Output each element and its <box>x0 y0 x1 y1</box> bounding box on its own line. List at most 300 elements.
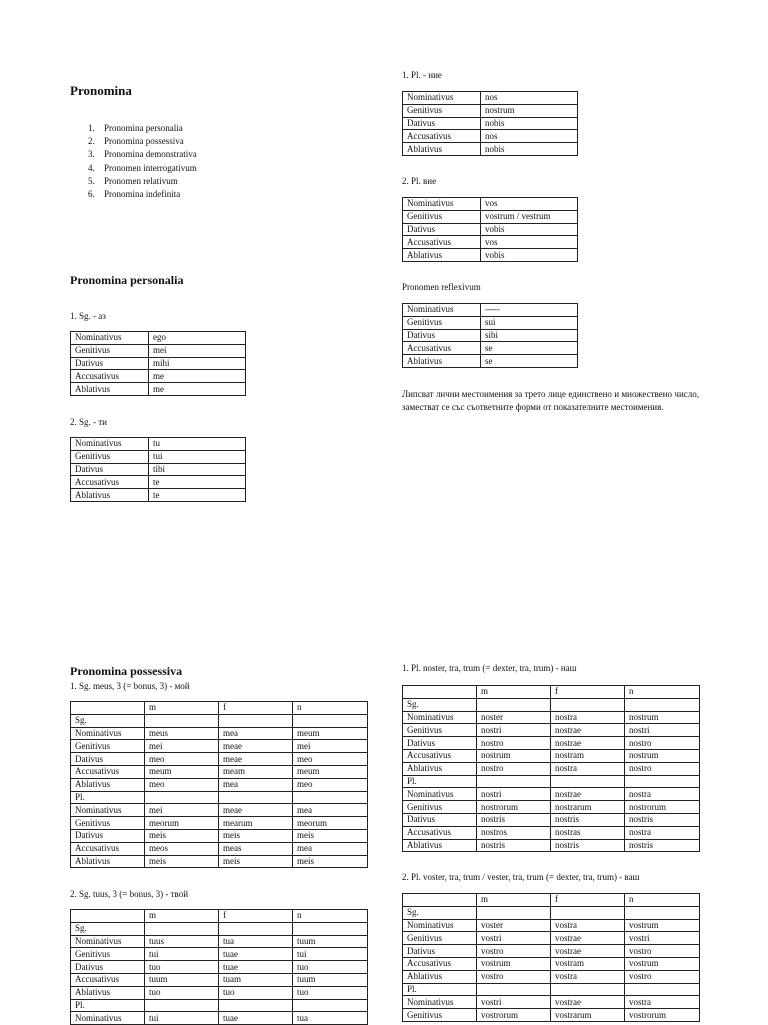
table-cell <box>551 775 625 788</box>
table-cell <box>625 983 700 996</box>
table-personal-sg2 <box>70 437 246 502</box>
table-row <box>403 355 578 368</box>
table-cell: nostra <box>625 826 700 839</box>
table-cell: nos <box>481 130 578 143</box>
table-row <box>403 249 578 262</box>
table-cell <box>71 910 145 923</box>
table-reflexivum <box>402 303 578 368</box>
toc-item-label: Pronomina demonstrativa <box>104 149 197 160</box>
toc-item-label: Pronomina indefinita <box>104 189 181 200</box>
table-cell: Genitivus <box>403 932 477 945</box>
table-cell: tuo <box>219 986 293 999</box>
table-cell: nostri <box>477 724 551 737</box>
table-cell: vostrum / vestrum <box>481 210 578 223</box>
table-row <box>403 957 700 970</box>
toc-item-number: 5. <box>88 175 95 186</box>
table-row <box>71 727 368 740</box>
table-row <box>71 791 368 804</box>
table-row <box>71 370 246 383</box>
table-possessive-voster <box>402 893 700 1022</box>
table-cell: vostrorum <box>625 1009 700 1022</box>
table-row <box>403 329 578 342</box>
table-cell: ----- <box>481 304 578 317</box>
table-cell: Genitivus <box>403 316 481 329</box>
table-cell <box>477 775 551 788</box>
table-row <box>71 714 368 727</box>
table-cell: Genitivus <box>403 210 481 223</box>
toc-item-number: 1. <box>88 123 95 133</box>
table-cell: Genitivus <box>403 1009 477 1022</box>
table-cell: vostro <box>477 970 551 983</box>
table-cell: n <box>625 894 700 907</box>
table-cell: mea <box>219 778 293 791</box>
table-cell: nostro <box>625 737 700 750</box>
table-cell: Ablativus <box>71 986 145 999</box>
table-row <box>71 986 368 999</box>
table-cell: tuum <box>293 973 368 986</box>
table-row <box>403 342 578 355</box>
table-cell: tuam <box>219 973 293 986</box>
table-header-row <box>71 702 368 715</box>
table-cell: meis <box>145 855 219 868</box>
table-cell: Genitivus <box>403 724 477 737</box>
table-cell: Ablativus <box>71 383 149 396</box>
table-row <box>403 737 700 750</box>
table-cell: meas <box>219 842 293 855</box>
table-cell: f <box>219 702 293 715</box>
table-cell: nostrum <box>625 749 700 762</box>
table-cell: meum <box>293 727 368 740</box>
table-cell: Nominativus <box>403 304 481 317</box>
table-row <box>71 344 246 357</box>
table-cell: Accusativus <box>71 370 149 383</box>
caption-tuus: 2. Sg. tuus, 3 (= bonus, 3) - твой <box>70 889 189 899</box>
table-cell: Ablativus <box>71 855 145 868</box>
table-cell: meae <box>219 740 293 753</box>
table-row <box>71 961 368 974</box>
table-cell: Dativus <box>71 961 145 974</box>
table-cell: Accusativus <box>71 842 145 855</box>
table-cell <box>477 698 551 711</box>
table-cell: nostrarum <box>551 801 625 814</box>
caption-pl1: 1. Pl. - ние <box>402 70 442 80</box>
table-row <box>71 438 246 451</box>
table-cell: meis <box>219 855 293 868</box>
table-cell: sibi <box>481 329 578 342</box>
toc-item <box>70 122 330 135</box>
table-row <box>71 922 368 935</box>
table-cell: meae <box>219 804 293 817</box>
table-cell: vostri <box>477 996 551 1009</box>
table-cell: vostra <box>551 970 625 983</box>
table-cell: tuo <box>145 986 219 999</box>
table-row <box>71 489 246 502</box>
table-cell: se <box>481 355 578 368</box>
table-cell: vobis <box>481 249 578 262</box>
table-cell: m <box>477 686 551 699</box>
table-cell: vostrum <box>625 919 700 932</box>
table-cell: nostris <box>625 813 700 826</box>
table-cell: nostra <box>625 788 700 801</box>
table-cell: mihi <box>149 357 246 370</box>
table-cell <box>625 698 700 711</box>
table-cell: vostrarum <box>551 1009 625 1022</box>
table-cell: vostra <box>551 919 625 932</box>
table-row <box>71 829 368 842</box>
table-cell: meorum <box>293 817 368 830</box>
table-cell: m <box>145 702 219 715</box>
toc-item <box>70 175 330 188</box>
table-row <box>403 130 578 143</box>
table-cell: nostra <box>551 711 625 724</box>
table-row <box>403 839 700 852</box>
table-cell <box>551 698 625 711</box>
table-cell: Pl. <box>71 999 145 1012</box>
table-row <box>71 753 368 766</box>
table-cell: Accusativus <box>403 236 481 249</box>
table-cell: meis <box>293 829 368 842</box>
table-possessive-tuus <box>70 909 368 1025</box>
table-row <box>71 817 368 830</box>
table-row <box>71 740 368 753</box>
table-cell: nostrae <box>551 724 625 737</box>
table-cell: nostris <box>551 839 625 852</box>
table-cell: tuae <box>219 961 293 974</box>
table-cell: tui <box>293 948 368 961</box>
table-cell: Sg. <box>403 906 477 919</box>
table-row <box>403 143 578 156</box>
caption-noster: 1. Pl. noster, tra, trum (= dexter, tra, trum) - наш <box>402 663 577 673</box>
table-cell: meis <box>219 829 293 842</box>
table-cell: Nominativus <box>403 198 481 211</box>
table-cell: Accusativus <box>403 826 477 839</box>
toc-item-number: 2. <box>88 136 95 147</box>
table-cell: noster <box>477 711 551 724</box>
table-cell: m <box>145 910 219 923</box>
table-cell: nostrum <box>477 749 551 762</box>
table-row <box>71 948 368 961</box>
table-cell: nostri <box>625 724 700 737</box>
table-cell: vos <box>481 236 578 249</box>
table-row <box>71 855 368 868</box>
table-cell: me <box>149 370 246 383</box>
table-cell: se <box>481 342 578 355</box>
table-row <box>403 775 700 788</box>
table-cell: mei <box>293 740 368 753</box>
table-cell <box>551 906 625 919</box>
table-cell <box>625 775 700 788</box>
caption-pl2: 2. Pl. вие <box>402 176 437 186</box>
table-row <box>71 935 368 948</box>
table-row <box>71 804 368 817</box>
table-row <box>403 236 578 249</box>
table-cell: nostrae <box>551 737 625 750</box>
table-cell: Nominativus <box>403 919 477 932</box>
table-cell: Pl. <box>403 983 477 996</box>
section-heading-possessiva: Pronomina possessiva <box>70 664 183 678</box>
table-cell <box>145 714 219 727</box>
table-cell: mea <box>293 842 368 855</box>
table-cell: Genitivus <box>403 801 477 814</box>
table-row <box>71 476 246 489</box>
page-title: Pronomina <box>70 83 132 98</box>
table-cell: nostras <box>551 826 625 839</box>
table-row <box>403 801 700 814</box>
table-cell: nostro <box>477 762 551 775</box>
table-row <box>403 788 700 801</box>
table-cell: Dativus <box>403 737 477 750</box>
table-row <box>71 842 368 855</box>
table-cell <box>403 686 477 699</box>
table-cell: tui <box>149 450 246 463</box>
table-cell: Accusativus <box>403 749 477 762</box>
toc-item-label: Pronomina possessiva <box>104 136 184 147</box>
table-cell: Genitivus <box>71 344 149 357</box>
table-cell: f <box>551 894 625 907</box>
table-cell: Nominativus <box>403 996 477 1009</box>
table-cell: nostra <box>551 762 625 775</box>
table-cell: voster <box>477 919 551 932</box>
table-personal-pl2 <box>402 197 578 262</box>
table-cell: meum <box>145 765 219 778</box>
table-row <box>71 765 368 778</box>
table-row <box>71 357 246 370</box>
table-cell: mea <box>219 727 293 740</box>
toc-item-number: 3. <box>88 149 95 160</box>
table-cell: nostris <box>477 813 551 826</box>
table-cell: Genitivus <box>71 450 149 463</box>
table-cell: Accusativus <box>403 957 477 970</box>
table-cell: vostri <box>625 932 700 945</box>
table-row <box>403 698 700 711</box>
table-cell <box>219 922 293 935</box>
table-cell: ego <box>149 332 246 345</box>
table-cell: te <box>149 489 246 502</box>
table-row <box>71 450 246 463</box>
toc-item-label: Pronomina personalia <box>104 123 183 133</box>
table-cell <box>219 714 293 727</box>
table-row <box>403 762 700 775</box>
table-cell: vostrorum <box>477 1009 551 1022</box>
table-cell: nostros <box>477 826 551 839</box>
table-cell: nostrum <box>625 711 700 724</box>
table-row <box>403 919 700 932</box>
table-personal-sg1 <box>70 331 246 396</box>
table-row <box>403 210 578 223</box>
table-row <box>403 970 700 983</box>
table-cell: Nominativus <box>403 788 477 801</box>
table-cell: nostris <box>551 813 625 826</box>
table-cell: meo <box>145 753 219 766</box>
table-cell: Dativus <box>403 945 477 958</box>
table-cell: Pl. <box>71 791 145 804</box>
table-cell: vobis <box>481 223 578 236</box>
table-row <box>403 117 578 130</box>
toc-item-label: Pronomen interrogativum <box>104 162 197 173</box>
table-cell: meum <box>293 765 368 778</box>
table-cell <box>71 702 145 715</box>
table-cell: tuum <box>293 935 368 948</box>
table-cell: mea <box>293 804 368 817</box>
table-cell: meo <box>293 778 368 791</box>
table-row <box>403 724 700 737</box>
table-header-row <box>403 686 700 699</box>
table-cell: sui <box>481 316 578 329</box>
table-cell <box>551 983 625 996</box>
table-row <box>403 996 700 1009</box>
table-cell: tibi <box>149 463 246 476</box>
table-cell: nostro <box>625 762 700 775</box>
table-cell <box>477 983 551 996</box>
table-cell: nos <box>481 92 578 105</box>
table-cell: nostris <box>477 839 551 852</box>
table-row <box>403 813 700 826</box>
table-cell: tuo <box>293 961 368 974</box>
table-cell <box>293 922 368 935</box>
table-row <box>403 1009 700 1022</box>
table-cell: Ablativus <box>403 249 481 262</box>
table-cell: n <box>293 910 368 923</box>
table-cell <box>219 791 293 804</box>
table-cell: vostra <box>625 996 700 1009</box>
table-row <box>71 463 246 476</box>
table-cell: vostrum <box>477 957 551 970</box>
table-row <box>71 383 246 396</box>
table-row <box>403 304 578 317</box>
table-cell: tua <box>219 935 293 948</box>
table-row <box>403 104 578 117</box>
table-cell: Dativus <box>403 223 481 236</box>
table-cell: Nominativus <box>71 804 145 817</box>
table-cell: Dativus <box>403 329 481 342</box>
table-cell: vostrae <box>551 996 625 1009</box>
table-cell: Accusativus <box>403 130 481 143</box>
table-cell: nostro <box>477 737 551 750</box>
table-cell: Sg. <box>71 922 145 935</box>
table-cell <box>145 999 219 1012</box>
table-cell: meis <box>293 855 368 868</box>
table-cell: meo <box>145 778 219 791</box>
table-cell: nostrae <box>551 788 625 801</box>
table-cell: n <box>625 686 700 699</box>
table-cell: meus <box>145 727 219 740</box>
table-cell: Sg. <box>403 698 477 711</box>
caption-meus: 1. Sg. meus, 3 (= bonus, 3) - мой <box>70 681 190 691</box>
table-cell: nostrum <box>481 104 578 117</box>
table-cell: f <box>551 686 625 699</box>
table-cell: tu <box>149 438 246 451</box>
table-cell: tui <box>145 948 219 961</box>
note-third-person: Липсват лични местоимения за трето лице единствено и множествено число, заместват се със съответните форми от показателните местоимения. <box>402 389 699 412</box>
caption-reflexivum: Pronomen reflexivum <box>402 282 481 292</box>
table-cell: tuo <box>145 961 219 974</box>
table-cell <box>477 906 551 919</box>
table-of-contents <box>70 122 330 201</box>
table-cell: mei <box>145 740 219 753</box>
table-cell: Ablativus <box>403 839 477 852</box>
table-row <box>403 198 578 211</box>
table-cell: Dativus <box>71 357 149 370</box>
table-cell: mearum <box>219 817 293 830</box>
table-row <box>403 316 578 329</box>
table-cell: tuae <box>219 1012 293 1025</box>
table-row <box>71 999 368 1012</box>
table-cell: me <box>149 383 246 396</box>
table-header-row <box>71 910 368 923</box>
table-cell: nostrorum <box>477 801 551 814</box>
table-cell: Ablativus <box>71 489 149 502</box>
table-cell <box>219 999 293 1012</box>
toc-item <box>70 162 330 175</box>
table-cell <box>145 791 219 804</box>
table-cell: mei <box>149 344 246 357</box>
table-row <box>71 332 246 345</box>
table-cell <box>293 714 368 727</box>
table-cell: Nominativus <box>403 711 477 724</box>
table-cell: tuus <box>145 935 219 948</box>
section-heading-personalia: Pronomina personalia <box>70 273 184 287</box>
table-cell <box>293 791 368 804</box>
table-cell: Genitivus <box>71 740 145 753</box>
table-cell: meis <box>145 829 219 842</box>
table-cell: Pl. <box>403 775 477 788</box>
table-cell: meam <box>219 765 293 778</box>
toc-item-number: 4. <box>88 162 95 173</box>
caption-voster: 2. Pl. voster, tra, trum / vester, tra, trum (= dexter, tra, trum) - ваш <box>402 872 640 882</box>
table-cell: vos <box>481 198 578 211</box>
table-cell: vostro <box>477 945 551 958</box>
table-cell: m <box>477 894 551 907</box>
table-cell: Genitivus <box>71 948 145 961</box>
table-cell: Genitivus <box>403 104 481 117</box>
table-cell: Ablativus <box>403 355 481 368</box>
table-cell: n <box>293 702 368 715</box>
table-cell: vostrae <box>551 945 625 958</box>
caption-sg2: 2. Sg. - ти <box>70 417 108 427</box>
table-cell: nostrorum <box>625 801 700 814</box>
table-row <box>403 906 700 919</box>
table-cell: Accusativus <box>71 476 149 489</box>
table-header-row <box>403 894 700 907</box>
table-cell: nostram <box>551 749 625 762</box>
table-row <box>403 749 700 762</box>
toc-item-number: 6. <box>88 189 95 200</box>
table-cell: Nominativus <box>71 1012 145 1025</box>
table-cell: Accusativus <box>71 765 145 778</box>
table-cell: mei <box>145 804 219 817</box>
table-cell: Dativus <box>403 813 477 826</box>
table-cell: vostrae <box>551 932 625 945</box>
table-cell: vostro <box>625 945 700 958</box>
table-cell: Sg. <box>71 714 145 727</box>
table-row <box>403 711 700 724</box>
table-row <box>403 983 700 996</box>
table-row <box>403 223 578 236</box>
table-cell: tuo <box>293 986 368 999</box>
toc-item <box>70 135 330 148</box>
table-cell: Accusativus <box>403 342 481 355</box>
table-row <box>71 778 368 791</box>
table-cell: vostram <box>551 957 625 970</box>
table-cell: Dativus <box>71 829 145 842</box>
table-row <box>403 932 700 945</box>
table-cell: Dativus <box>71 463 149 476</box>
table-row <box>403 826 700 839</box>
table-cell: Ablativus <box>403 970 477 983</box>
table-cell: Dativus <box>403 117 481 130</box>
table-cell: Nominativus <box>71 332 149 345</box>
table-cell: tui <box>145 1012 219 1025</box>
